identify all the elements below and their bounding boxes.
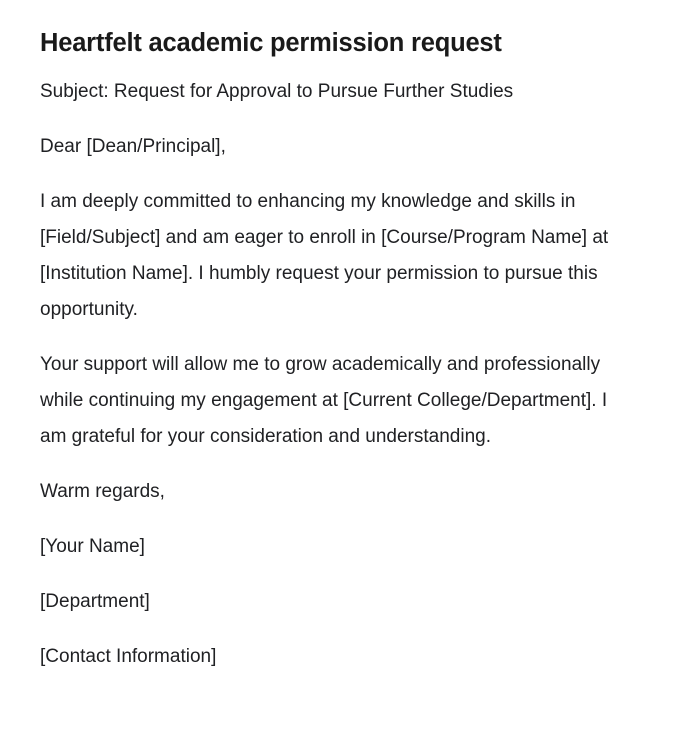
- body-paragraph-1: I am deeply committed to enhancing my knowledge and skills in [Field/Subject] and am eager to enroll in [Course/Program Name] at [Institution Name]. I humbly request your permission to pursue this opportunity.: [40, 191, 609, 320]
- page-title: Heartfelt academic permission request: [40, 29, 502, 57]
- signature-name: [Your Name]: [40, 536, 145, 557]
- body-paragraph-2: Your support will allow me to grow academically and professionally while continuing my engagement at [Current College/Department]. I am grateful for your consideration and understanding.: [40, 354, 608, 447]
- closing: Warm regards,: [40, 481, 165, 502]
- signature-department: [Department]: [40, 591, 150, 612]
- salutation: Dear [Dean/Principal],: [40, 136, 226, 157]
- signature-contact: [Contact Information]: [40, 646, 217, 667]
- subject-line: Subject: Request for Approval to Pursue Further Studies: [40, 81, 514, 102]
